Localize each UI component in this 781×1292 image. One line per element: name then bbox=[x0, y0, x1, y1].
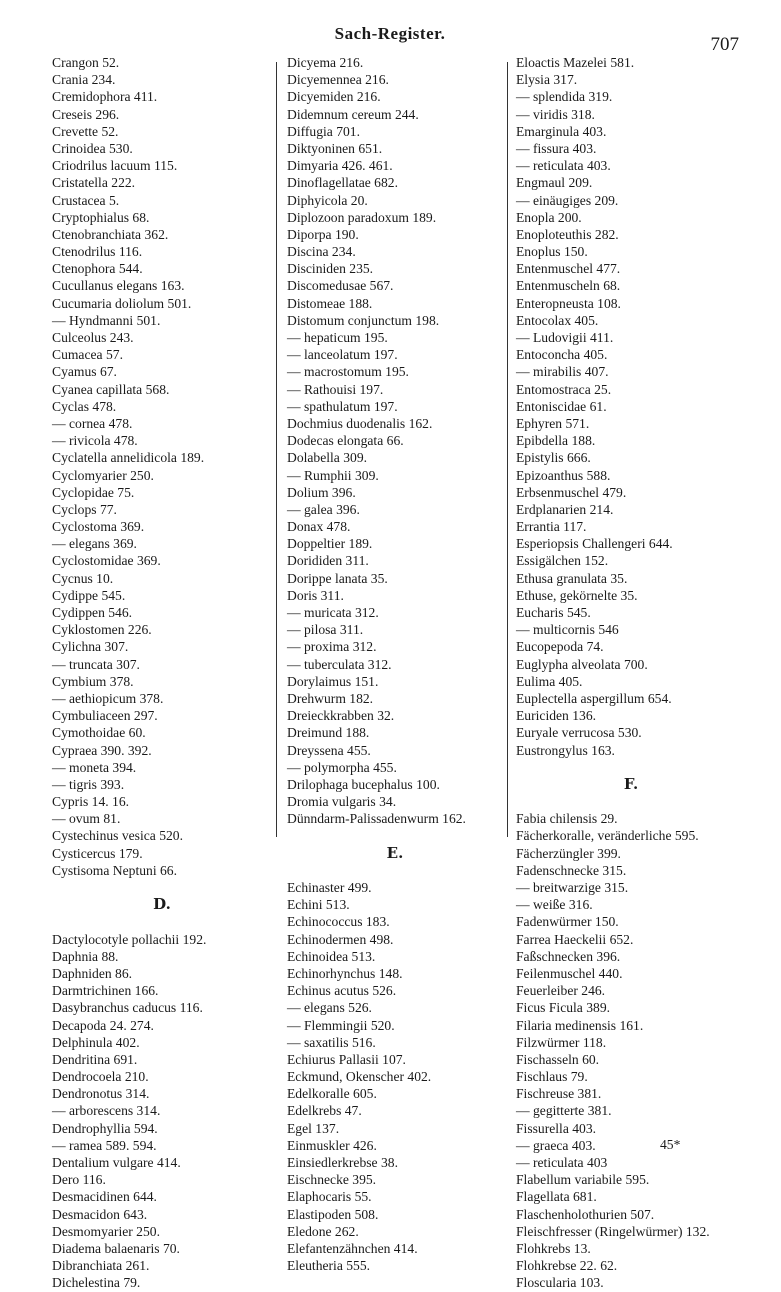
section-gap bbox=[287, 827, 503, 844]
index-entry: Enoploteuthis 282. bbox=[516, 226, 619, 242]
index-entry: Dibranchiata 261. bbox=[52, 1258, 150, 1274]
index-entry: Dünndarm-Palissadenwurm 162. bbox=[287, 811, 466, 827]
section-gap bbox=[287, 862, 503, 879]
index-entry: — hepaticum 195. bbox=[287, 330, 388, 345]
index-entry: — Flemmingii 520. bbox=[287, 1017, 395, 1033]
index-entry: Cycnus 10. bbox=[52, 570, 114, 586]
index-entry: Ephyren 571. bbox=[516, 415, 590, 431]
index-entry: Eucharis 545. bbox=[516, 605, 591, 620]
index-entry: Dromia vulgaris 34. bbox=[287, 794, 397, 810]
index-entry: Engmaul 209. bbox=[516, 175, 593, 191]
index-entry: Didemnum cereum 244. bbox=[287, 106, 419, 122]
index-entry: — Rumphii 309. bbox=[287, 467, 379, 483]
index-entry: Culceolus 243. bbox=[52, 330, 134, 345]
index-entry: Dolabella 309. bbox=[287, 450, 368, 466]
section-gap bbox=[52, 913, 272, 930]
index-entry: — spathulatum 197. bbox=[287, 398, 398, 414]
section-heading: E. bbox=[386, 843, 404, 862]
index-entry: Dorididen 311. bbox=[287, 553, 369, 569]
index-entry: Cyclops 77. bbox=[52, 501, 117, 517]
index-entry: Filzwürmer 118. bbox=[516, 1034, 607, 1050]
index-entry: Flaschenholothurien 507. bbox=[516, 1206, 655, 1222]
index-entry: Cydippe 545. bbox=[52, 587, 126, 603]
index-entry: — rivicola 478. bbox=[52, 433, 138, 449]
section-gap bbox=[516, 793, 746, 810]
index-entry: Cydippen 546. bbox=[52, 605, 133, 620]
index-entry: — moneta 394. bbox=[52, 759, 137, 775]
index-entry: — aethiopicum 378. bbox=[52, 690, 164, 706]
index-entry: Epizoanthus 588. bbox=[516, 467, 611, 483]
index-entry: Entoniscidae 61. bbox=[516, 398, 607, 414]
index-entry: Ctenodrilus 116. bbox=[52, 244, 143, 260]
index-entry: Fächerzüngler 399. bbox=[516, 845, 621, 861]
index-entry: Diplozoon paradoxum 189. bbox=[287, 209, 437, 225]
index-entry: Daphnia 88. bbox=[52, 948, 119, 964]
index-entry: Epibdella 188. bbox=[516, 433, 596, 449]
index-entry: Cyclatella annelidicola 189. bbox=[52, 450, 205, 466]
index-entry: Diffugia 701. bbox=[287, 123, 360, 139]
index-entry: Flabellum variabile 595. bbox=[516, 1172, 650, 1188]
index-entry: Eckmund, Okenscher 402. bbox=[287, 1069, 432, 1085]
index-entry: Echinodermen 498. bbox=[287, 931, 394, 947]
index-entry: Fadenwürmer 150. bbox=[516, 914, 619, 930]
index-column-1 bbox=[52, 54, 272, 1292]
index-entry: Cypris 14. 16. bbox=[52, 794, 130, 810]
index-entry: Cyklostomen 226. bbox=[52, 622, 152, 638]
section-heading: F. bbox=[623, 774, 639, 793]
index-entry: Epistylis 666. bbox=[516, 450, 591, 466]
index-entry: Diphyicola 20. bbox=[287, 192, 368, 208]
index-entry: Feilenmuschel 440. bbox=[516, 965, 623, 981]
index-entry: Fischlaus 79. bbox=[516, 1069, 588, 1085]
index-entry: Cystechinus vesica 520. bbox=[52, 828, 184, 844]
index-entry: Dodecas elongata 66. bbox=[287, 433, 404, 449]
index-entry: Echinorhynchus 148. bbox=[287, 965, 403, 981]
index-entry: Cyclostomidae 369. bbox=[52, 553, 161, 569]
index-entry: Flohkrebs 13. bbox=[516, 1240, 591, 1256]
column-rule bbox=[276, 62, 277, 837]
index-entry: Flohkrebse 22. 62. bbox=[516, 1258, 618, 1274]
index-entry: Crangon 52. bbox=[52, 55, 120, 70]
index-entry: Fächerkoralle, veränderliche 595. bbox=[516, 828, 699, 844]
index-entry: Dicyemennea 216. bbox=[287, 72, 389, 88]
index-entry: Desmomyarier 250. bbox=[52, 1223, 160, 1239]
index-entry: Doris 311. bbox=[287, 587, 344, 603]
index-entry: Eledone 262. bbox=[287, 1223, 359, 1239]
index-entry: Cristatella 222. bbox=[52, 175, 136, 191]
page-header bbox=[0, 20, 781, 55]
index-entry: Dolium 396. bbox=[287, 484, 356, 500]
index-entry: Erbsenmuschel 479. bbox=[516, 484, 627, 500]
index-entry: Cymbium 378. bbox=[52, 673, 134, 689]
index-entry: Cremidophora 411. bbox=[52, 89, 158, 105]
index-entry: Cyclomyarier 250. bbox=[52, 467, 154, 483]
index-entry: Dendrocoela 210. bbox=[52, 1069, 149, 1085]
index-entry: Dendrophyllia 594. bbox=[52, 1120, 158, 1136]
index-entry: — muricata 312. bbox=[287, 605, 379, 620]
index-entry: Darmtrichinen 166. bbox=[52, 983, 159, 999]
index-entry: Cyclas 478. bbox=[52, 398, 117, 414]
index-entry: Entoconcha 405. bbox=[516, 347, 608, 363]
index-entry: Echini 513. bbox=[287, 897, 350, 913]
index-entry: — cornea 478. bbox=[52, 415, 133, 431]
index-entry: Dichelestina 79. bbox=[52, 1275, 141, 1291]
index-entry: Desmacidon 643. bbox=[52, 1206, 148, 1222]
index-entry: Eleutheria 555. bbox=[287, 1258, 371, 1274]
index-entry: Echinococcus 183. bbox=[287, 914, 390, 930]
index-entry: — einäugiges 209. bbox=[516, 192, 619, 208]
index-entry: Cyclostoma 369. bbox=[52, 519, 145, 535]
index-entry: — Ludovigii 411. bbox=[516, 330, 614, 345]
index-entry: Esperiopsis Challengeri 644. bbox=[516, 536, 673, 552]
index-entry: Eucopepoda 74. bbox=[516, 639, 604, 655]
index-entry: Elaphocaris 55. bbox=[287, 1189, 372, 1205]
index-entry: Dentalium vulgare 414. bbox=[52, 1155, 181, 1170]
index-entry: Eischnecke 395. bbox=[287, 1172, 377, 1188]
index-entry: Discomedusae 567. bbox=[287, 278, 394, 294]
index-entry: Entenmuscheln 68. bbox=[516, 278, 621, 294]
index-entry: Crustacea 5. bbox=[52, 192, 120, 208]
index-entry: Enteropneusta 108. bbox=[516, 295, 621, 311]
index-entry: Ctenobranchiata 362. bbox=[52, 226, 169, 242]
index-entry: Cumacea 57. bbox=[52, 347, 123, 363]
index-entry: Dorippe lanata 35. bbox=[287, 570, 388, 586]
index-entry: Dasybranchus caducus 116. bbox=[52, 1000, 203, 1016]
index-entry: Euryale verrucosa 530. bbox=[516, 725, 642, 741]
index-entry: Feuerleiber 246. bbox=[516, 983, 606, 999]
index-entry: — galea 396. bbox=[287, 501, 360, 517]
index-entry: — graeca 403. bbox=[516, 1137, 596, 1153]
index-entry: — tuberculata 312. bbox=[287, 656, 392, 672]
index-entry: Drehwurm 182. bbox=[287, 690, 374, 706]
index-entry: Errantia 117. bbox=[516, 519, 587, 535]
index-column-2 bbox=[287, 54, 503, 1274]
index-entry: Eulima 405. bbox=[516, 673, 583, 689]
index-entry: Drilophaga bucephalus 100. bbox=[287, 776, 440, 792]
index-entry: Cryptophialus 68. bbox=[52, 209, 150, 225]
index-entry: — reticulata 403 bbox=[516, 1155, 608, 1170]
index-entry: — Hyndmanni 501. bbox=[52, 312, 161, 328]
index-entry: Floscularia 103. bbox=[516, 1275, 604, 1291]
index-entry: Farrea Haeckelii 652. bbox=[516, 931, 634, 947]
index-entry: Discina 234. bbox=[287, 244, 356, 260]
index-entry: Entenmuschel 477. bbox=[516, 261, 621, 277]
index-entry: Flagellata 681. bbox=[516, 1189, 597, 1205]
index-entry: Ctenophora 544. bbox=[52, 261, 143, 277]
index-entry: — proxima 312. bbox=[287, 639, 377, 655]
index-entry: Cucullanus elegans 163. bbox=[52, 278, 185, 294]
index-entry: Entocolax 405. bbox=[516, 312, 599, 328]
index-entry: — arborescens 314. bbox=[52, 1103, 161, 1119]
index-entry: Fabia chilensis 29. bbox=[516, 811, 618, 827]
index-entry: — ramea 589. 594. bbox=[52, 1137, 157, 1153]
index-entry: Elefantenzähnchen 414. bbox=[287, 1240, 418, 1256]
index-entry: Distomeae 188. bbox=[287, 295, 373, 311]
index-entry: — multicornis 546 bbox=[516, 622, 619, 638]
index-entry: Ethusa granulata 35. bbox=[516, 570, 628, 586]
index-entry: Cymbuliaceen 297. bbox=[52, 708, 158, 724]
index-entry: Ficus Ficula 389. bbox=[516, 1000, 611, 1016]
index-entry: — splendida 319. bbox=[516, 89, 613, 105]
index-entry: Dimyaria 426. 461. bbox=[287, 158, 393, 174]
index-entry: Elysia 317. bbox=[516, 72, 578, 88]
index-entry: Dreyssena 455. bbox=[287, 742, 371, 758]
column-rule bbox=[507, 62, 508, 837]
index-entry: Cyamus 67. bbox=[52, 364, 117, 380]
index-entry: — viridis 318. bbox=[516, 106, 595, 122]
index-entry: Cylichna 307. bbox=[52, 639, 129, 655]
index-entry: Faßschnecken 396. bbox=[516, 948, 621, 964]
index-entry: Emarginula 403. bbox=[516, 123, 607, 139]
index-entry: Dero 116. bbox=[52, 1172, 106, 1188]
index-entry: Enoplus 150. bbox=[516, 244, 588, 260]
index-entry: Elastipoden 508. bbox=[287, 1206, 379, 1222]
index-entry: Dendronotus 314. bbox=[52, 1086, 150, 1102]
index-entry: Cystisoma Neptuni 66. bbox=[52, 862, 177, 878]
index-entry: Dreimund 188. bbox=[287, 725, 370, 741]
index-entry: Criodrilus lacuum 115. bbox=[52, 158, 178, 174]
index-entry: — weiße 316. bbox=[516, 897, 593, 913]
index-entry: Diadema balaenaris 70. bbox=[52, 1240, 180, 1256]
index-entry: Enopla 200. bbox=[516, 209, 582, 225]
index-entry: Disciniden 235. bbox=[287, 261, 374, 277]
index-entry: Euglypha alveolata 700. bbox=[516, 656, 648, 672]
section-gap bbox=[516, 759, 746, 776]
index-entry: — saxatilis 516. bbox=[287, 1034, 376, 1050]
index-entry: — polymorpha 455. bbox=[287, 759, 397, 775]
section-heading: D. bbox=[153, 895, 171, 914]
signature-mark: 45* bbox=[660, 1137, 681, 1152]
index-entry: Daphniden 86. bbox=[52, 965, 133, 981]
index-entry: — truncata 307. bbox=[52, 656, 140, 672]
index-entry: Fischreuse 381. bbox=[516, 1086, 602, 1102]
index-entry: Fleischfresser (Ringelwürmer) 132. bbox=[516, 1223, 710, 1239]
index-entry: Einsiedlerkrebse 38. bbox=[287, 1155, 398, 1170]
index-entry: — fissura 403. bbox=[516, 140, 597, 156]
index-entry: — tigris 393. bbox=[52, 776, 125, 792]
index-entry: Dactylocotyle pollachii 192. bbox=[52, 931, 207, 947]
index-entry: — lanceolatum 197. bbox=[287, 347, 398, 363]
index-entry: Crevette 52. bbox=[52, 123, 119, 139]
index-entry: — macrostomum 195. bbox=[287, 364, 409, 380]
section-gap bbox=[52, 879, 272, 896]
index-entry: Dicyema 216. bbox=[287, 55, 364, 70]
index-entry: Cysticercus 179. bbox=[52, 845, 143, 861]
index-entry: Edelkoralle 605. bbox=[287, 1086, 377, 1102]
index-entry: Echinoidea 513. bbox=[287, 948, 376, 964]
index-entry: Dochmius duodenalis 162. bbox=[287, 415, 433, 431]
index-entry: Decapoda 24. 274. bbox=[52, 1017, 154, 1033]
index-entry: Crinoidea 530. bbox=[52, 140, 133, 156]
index-entry: Cymothoidae 60. bbox=[52, 725, 146, 741]
index-entry: Einmuskler 426. bbox=[287, 1137, 377, 1153]
index-entry: — pilosa 311. bbox=[287, 622, 364, 638]
index-entry: Dreieckkrabben 32. bbox=[287, 708, 395, 724]
index-entry: Erdplanarien 214. bbox=[516, 501, 614, 517]
index-entry: Dicyemiden 216. bbox=[287, 89, 381, 105]
index-entry: Dinoflagellatae 682. bbox=[287, 175, 398, 191]
index-entry: Desmacidinen 644. bbox=[52, 1189, 157, 1205]
index-entry: Cypraea 390. 392. bbox=[52, 742, 152, 758]
index-entry: Diporpa 190. bbox=[287, 226, 359, 242]
running-title: Sach-Register. bbox=[334, 24, 446, 43]
index-entry: Cyclopidae 75. bbox=[52, 484, 135, 500]
index-entry: Delphinula 402. bbox=[52, 1034, 140, 1050]
index-entry: — reticulata 403. bbox=[516, 158, 611, 174]
index-entry: Edelkrebs 47. bbox=[287, 1103, 362, 1119]
index-entry: — gegitterte 381. bbox=[516, 1103, 612, 1119]
index-entry: Eloactis Mazelei 581. bbox=[516, 55, 635, 70]
index-entry: Creseis 296. bbox=[52, 106, 120, 122]
index-entry: Crania 234. bbox=[52, 72, 116, 88]
index-entry: Eustrongylus 163. bbox=[516, 742, 615, 758]
index-entry: Dendritina 691. bbox=[52, 1051, 138, 1067]
index-entry: Entomostraca 25. bbox=[516, 381, 612, 397]
index-entry: Euriciden 136. bbox=[516, 708, 597, 724]
index-entry: Distomum conjunctum 198. bbox=[287, 312, 440, 328]
index-entry: Filaria medinensis 161. bbox=[516, 1017, 644, 1033]
index-entry: Cucumaria doliolum 501. bbox=[52, 295, 192, 311]
index-entry: — Rathouisi 197. bbox=[287, 381, 384, 397]
index-entry: — breitwarzige 315. bbox=[516, 880, 629, 895]
index-entry: Donax 478. bbox=[287, 519, 351, 535]
index-entry: Fischasseln 60. bbox=[516, 1051, 600, 1067]
index-entry: — mirabilis 407. bbox=[516, 364, 609, 380]
index-entry: Echinaster 499. bbox=[287, 880, 372, 895]
index-entry: Egel 137. bbox=[287, 1120, 340, 1136]
index-entry: Fissurella 403. bbox=[516, 1120, 597, 1136]
index-entry: Diktyoninen 651. bbox=[287, 140, 383, 156]
index-entry: Cyanea capillata 568. bbox=[52, 381, 170, 397]
index-entry: — ovum 81. bbox=[52, 811, 121, 827]
index-entry: Ethuse, gekörnelte 35. bbox=[516, 587, 638, 603]
index-entry: Euplectella aspergillum 654. bbox=[516, 690, 672, 706]
index-entry: — elegans 369. bbox=[52, 536, 137, 552]
index-column-3 bbox=[516, 54, 746, 1292]
page-number: 707 bbox=[710, 34, 739, 55]
index-entry: Dorylaimus 151. bbox=[287, 673, 379, 689]
index-entry: — elegans 526. bbox=[287, 1000, 372, 1016]
index-entry: Doppeltier 189. bbox=[287, 536, 373, 552]
index-entry: Fadenschnecke 315. bbox=[516, 862, 627, 878]
index-entry: Echiurus Pallasii 107. bbox=[287, 1051, 406, 1067]
index-entry: Essigälchen 152. bbox=[516, 553, 609, 569]
index-entry: Echinus acutus 526. bbox=[287, 983, 397, 999]
